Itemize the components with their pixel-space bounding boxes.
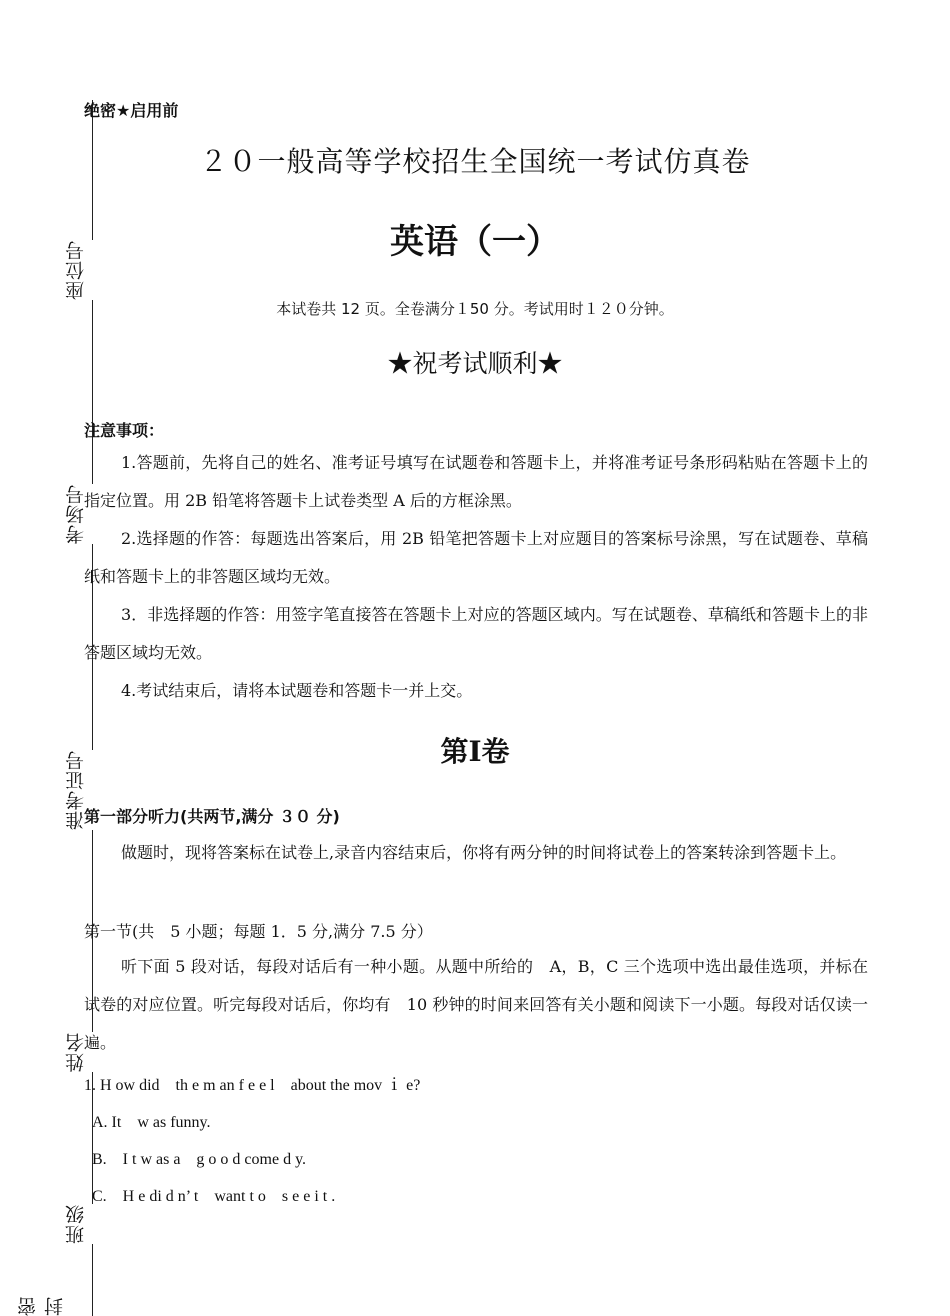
notice-item-2: 2.选择题的作答：每题选出答案后，用 2B 铅笔把答题卡上对应题目的答案标号涂黑，写在试题卷、草稿纸和答题卡上的非答题区域均无效。 [84,529,868,586]
question-1-stem: 1. H ow did th e m an f e e l about the mov ｉ e? [84,1077,421,1094]
volume-title: 第Ⅰ卷 [440,735,510,768]
question-1-option-b: B. I t w as a g o o d come d y. [92,1151,307,1168]
section-1-heading: 第一节(共 5 小题；每题 1．5 分,满分 7.5 分） [84,922,433,941]
question-1-option-c: C. H e di d n’ t want t o s e e i t . [92,1188,336,1205]
exam-info: 本试卷共 12 页。全卷满分１50 分。考试用时１２０分钟。 [276,300,674,318]
class-label: 班级 [62,1204,102,1244]
notice-item-4: 4.考试结束后，请将本试题卷和答题卡一并上交。 [121,681,473,700]
section-1-instruction: 听下面 5 段对话，每段对话后有一种小题。从题中所给的 A，B，C 三个选项中选出最佳选项，并标在试卷的对应位置。听完每段对话后，你均有 10 秒钟的时间来回答有关小题和阅读下一小题。每段对话仅读一遍。 [84,957,868,1052]
seal-label: 密封 [17,1297,66,1316]
admission-number-label: 准考证号 [62,750,102,830]
notice-title: 注意事项： [84,421,165,440]
listening-heading: 第一部分听力(共两节,满分 ３０ 分) [84,807,340,826]
seat-number-label: 座位号 [62,240,102,300]
exam-room-number-label: 考场号 [62,484,102,544]
top-secret-mark: 绝密★启用前 [84,101,179,120]
good-luck-banner: ★祝考试顺利★ [387,349,563,378]
exam-title: ２０一般高等学校招生全国统一考试仿真卷 [199,145,751,178]
question-1-option-a: A. It w as funny. [92,1114,211,1131]
name-label: 姓名 [62,1032,102,1072]
listening-instruction: 做题时，现将答案标在试卷上,录音内容结束后，你将有两分钟的时间将试卷上的答案转涂到答题卡上。 [121,843,847,862]
subject-title: 英语（一） [390,222,560,262]
notice-item-1: 1.答题前，先将自己的姓名、准考证号填写在试题卷和答题卡上，并将准考证号条形码粘贴在答题卡上的指定位置。用 2B 铅笔将答题卡上试卷类型 A 后的方框涂黑。 [84,453,868,510]
notice-item-3: 3．非选择题的作答：用签字笔直接答在答题卡上对应的答题区域内。写在试题卷、草稿纸和答题卡上的非答题区域均无效。 [84,605,868,662]
